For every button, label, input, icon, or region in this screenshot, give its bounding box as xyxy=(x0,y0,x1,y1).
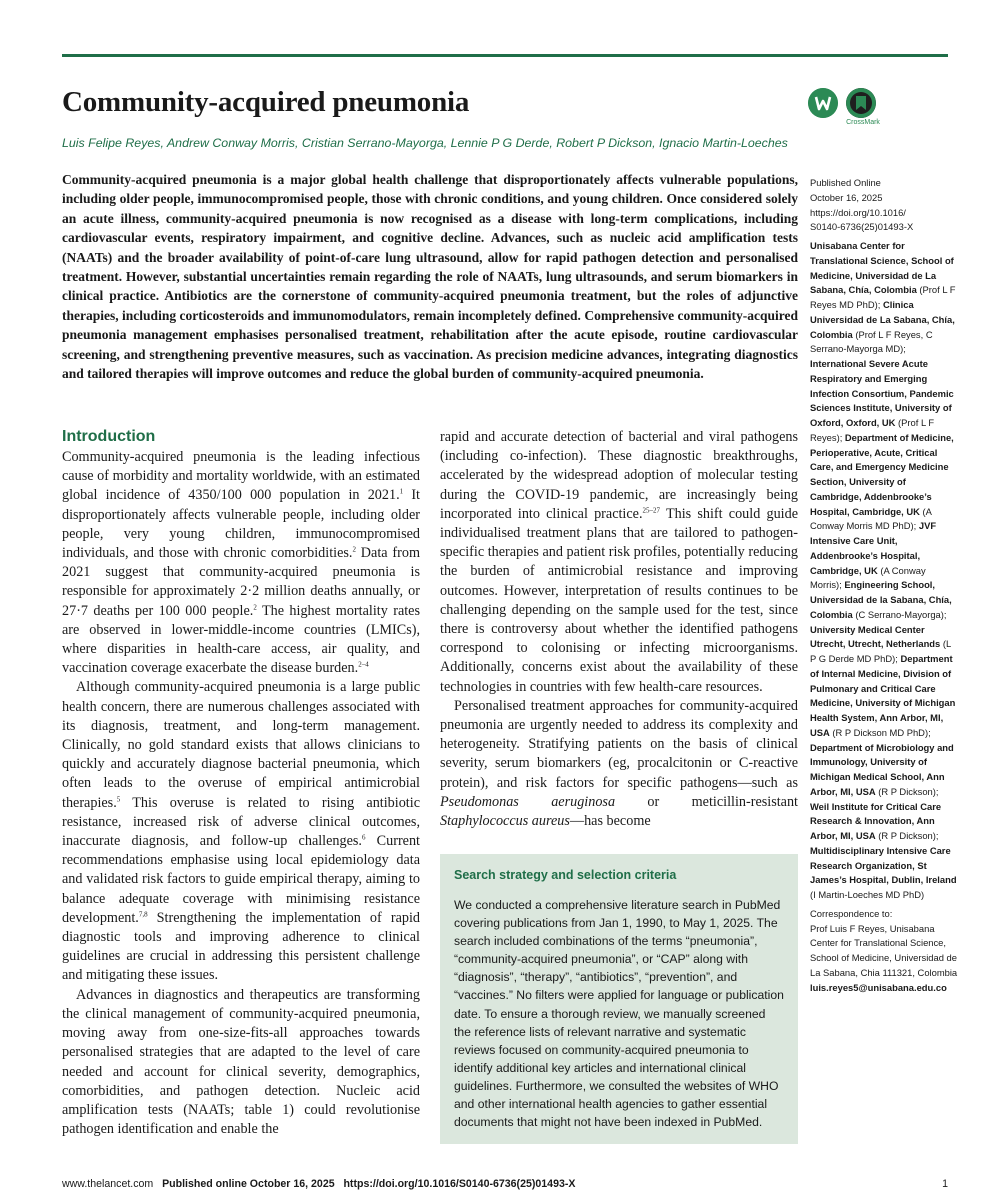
doi-link[interactable]: S0140-6736(25)01493-X xyxy=(810,221,914,233)
crossmark-icon[interactable] xyxy=(846,88,876,118)
intro-paragraph-5: Personalised treatment approaches for community-acquired pneumonia are urgently needed to address its complexity and heterogeneity. Stratifying patients on the basis of clinical severity, serum biomarkers (eg, procalcitonin or C-reactive protein), and risk factors for specific pathogens—such as Pseudomonas aeruginosa or meticillin-resistant Staphylococcus aureus—has become xyxy=(440,697,798,830)
article-title: Community-acquired pneumonia xyxy=(62,86,470,118)
citation[interactable]: 6 xyxy=(361,833,366,842)
open-access-icon[interactable] xyxy=(808,88,838,118)
search-strategy-heading: Search strategy and selection criteria xyxy=(454,868,677,882)
correspondence-email[interactable]: luis.reyes5@unisabana.edu.co xyxy=(810,981,947,993)
footer-doi-link[interactable]: https://doi.org/10.1016/S0140-6736(25)01493-X xyxy=(343,1178,576,1190)
intro-paragraph-1: Community-acquired pneumonia is the leading infectious cause of morbidity and mortality worldwide, with an estimated global incidence of 4350/100 000 population in 2021.$^1$ It disproportionately affects vulnerable people, including older people, very young children, immunocompromised individuals, and those with chronic comorbidities.$^2$ Data from 2021 suggest that community-acquired pneumonia is responsible for approximately 2·2 million deaths annually, or 27·7 deaths per 100 000 people.$^2$ The highest mortality rates are observed in lower-middle-income countries (LMICs), where disparities in health-care access, air quality, and vaccination coverage exacerbate the disease burden.$^{2-4}$ xyxy=(62,449,421,677)
affiliations: Unisabana Center for Translational Science, School of Medicine, Universidad de La Sabana, Chía, Colombia (Prof L F Reyes MD PhD); Clinica Universidad de La Sabana, Chía, Colombia (Prof L F Reyes, C Serrano-Mayorga MD); International Severe Acute Respiratory and Emerging Infection Consortium, Pandemic Sciences Institute, University of Oxford, Oxford, UK (Prof L F Reyes); Department of Medicine, Perioperative, Acute, Critical Care, and Emergency Medicine Section, University of Cambridge, Addenbrooke’s Hospital, Cambridge, UK (A Conway Morris MD PhD); JVF Intensive Care Unit, Addenbrooke’s Hospital, Cambridge, UK (A Conway Morris); Engineering School, Universidad de la Sabana, Chía, Colombia (C Serrano-Mayorga); University Medical Center Utrecht, Utrecht, Netherlands (L P G Derde MD PhD); Department of Internal Medicine, Division of Pulmonary and Critical Care Medicine, University of Michigan Health System, Ann Arbor, MI, USA (R P Dickson MD PhD); Department of Microbiology and Immunology, University of Michigan Medical School, Ann Arbor, MI, USA (R P Dickson); Weil Institute for Critical Care Research & Innovation, Ann Arbor, MI, USA (R P Dickson); Multidisciplinary Intensive Care Research Organization, St James’s Hospital, Dublin, Ireland (I Martin-Loeches MD PhD) xyxy=(810,240,957,900)
crossmark-label: CrossMark xyxy=(846,119,880,126)
abstract: Community-acquired pneumonia is a major global health challenge that disproportionately affects vulnerable populations, including older people, immunocompromised people, those with chronic conditions, and young children. Once considered solely an acute illness, community-acquired pneumonia is now recognised as a disease with long-term complications, including cardiovascular events, respiratory impairment, and cognitive decline. Advances, such as nucleic acid amplification tests (NAATs) and the broader availability of point-of-care lung ultrasound, allow for rapid pathogen detection and personalised treatment. However, substantial uncertainties remain regarding the role of NAATs, lung ultrasounds, and serum biomarkers in clinical practice. Antibiotics are the cornerstone of community-acquired pneumonia treatment, but the roles of adjunctive therapies, including corticosteroids and immunomodulators, remain incompletely defined. Comprehensive community-acquired pneumonia management emphasises personalised treatment, rehabilitation after the acute episode, routine cardiovascular screening, and strengthening preventive measures, such as vaccination. As precision medicine advances, integrating diagnostics and tailored therapies will improve outcomes and reduce the global burden of community-acquired pneumonia. xyxy=(62,172,798,382)
search-strategy-text: We conducted a comprehensive literature search in PubMed covering publications from Jan 1, 1990, to May 1, 2025. The search included combinations of the terms “pneumonia”, “community-acquired pneumonia”, or “CAP” along with “diagnosis”, “therapy”, “antibiotics”, “prevention”, and “vaccines.” No filters were applied for language or publication date. To ensure a thorough review, we manually screened the reference lists of relevant narrative and systematic reviews focused on community-acquired pneumonia to identify additional key articles and international clinical guidelines. Furthermore, we consulted the websites of WHO and other international health agencies to gather essential documents that might not have been indexed in PubMed. xyxy=(454,898,784,1130)
page-number: 1 xyxy=(942,1178,948,1190)
citation[interactable]: 25–27 xyxy=(642,506,661,515)
citation[interactable]: 1 xyxy=(399,487,404,496)
citation[interactable]: 2 xyxy=(352,545,356,554)
page-footer xyxy=(62,1178,948,1190)
intro-paragraph-4: rapid and accurate detection of bacterial and viral pathogens (including co-infection). These diagnostic breakthroughs, accelerated by the widespread adoption of molecular testing during the COVID-19 pandemic, are increasingly being incorporated into clinical practice.$^{25-27}$ This shift could guide individualised treatment plans that are tailored to pathogen-specific therapies and patient risk profiles, potentially reducing the burden of antimicrobial resistance and improving outcomes. However, interpretation of results continues to be challenging depending on the sample used for the test, since there is controversy about whether the identified pathogens correspond to colonising or infecting microorganisms. Additionally, concerns exist about the availability of these technologies in countries with few health-care resources. xyxy=(440,429,798,695)
introduction-heading: Introduction xyxy=(62,428,156,445)
citation[interactable]: 2–4 xyxy=(358,660,369,669)
header-logos xyxy=(808,88,888,132)
doi-link[interactable]: https://doi.org/10.1016/ xyxy=(810,206,906,218)
journal-site-link[interactable]: www.thelancet.com xyxy=(62,1178,154,1190)
author-list: Luis Felipe Reyes, Andrew Conway Morris, Cristian Serrano-Mayorga, Lennie P G Derde, Robert P Dickson, Ignacio Martin-Loeches xyxy=(62,136,788,150)
body-column-left xyxy=(62,427,420,1139)
published-info: Published Online October 16, 2025 https://doi.org/10.1016/ S0140-6736(25)01493-X xyxy=(810,177,914,233)
sidebar xyxy=(810,176,958,995)
header-rule xyxy=(62,54,948,57)
intro-paragraph-2: Although community-acquired pneumonia is a large public health concern, there are numerous challenges associated with its diagnosis, treatment, and long-term management. Clinically, no gold standard exists that allows clinicians to quickly and accurately diagnose bacterial pneumonia, which often leads to the overuse of empirical antimicrobial therapies.$^5$ This overuse is related to rising antibiotic resistance, increased risk of adverse clinical outcomes, inaccurate diagnosis, and follow-up challenges.$^6$ Current recommendations emphasise using local epidemiology data and validated risk factors to guide empirical therapy, aiming to balance adequate coverage with minimising resistance development.$^{7,8}$ Strengthening the implementation of rapid diagnostic tools and improving adherence to clinical guidelines are crucial in addressing this persistent challenge and mitigating these issues. xyxy=(62,679,420,984)
search-strategy-box xyxy=(440,854,798,1144)
footer-published: Published online October 16, 2025 xyxy=(162,1178,335,1190)
correspondence: Correspondence to: Prof Luis F Reyes, Unisabana Center for Translational Science, School of Medicine, Universidad de La Sabana, Chia 111321, Colombia luis.reyes5@unisabana.edu.co xyxy=(810,907,958,993)
citation[interactable]: 7,8 xyxy=(138,910,148,919)
intro-paragraph-3: Advances in diagnostics and therapeutics are transforming the clinical management of community-acquired pneumonia, moving away from one-size-fits-all approaches towards personalised strategies that are adapted to the level of care needed and account for clinical severity, demographics, comorbidities, and pathogen detection. Nucleic acid amplification tests (NAATs; table 1) could revolutionise pathogen identification and enable the xyxy=(62,986,420,1138)
body-column-right xyxy=(440,428,798,831)
citation[interactable]: 5 xyxy=(116,794,121,803)
citation[interactable]: 2 xyxy=(253,602,257,611)
